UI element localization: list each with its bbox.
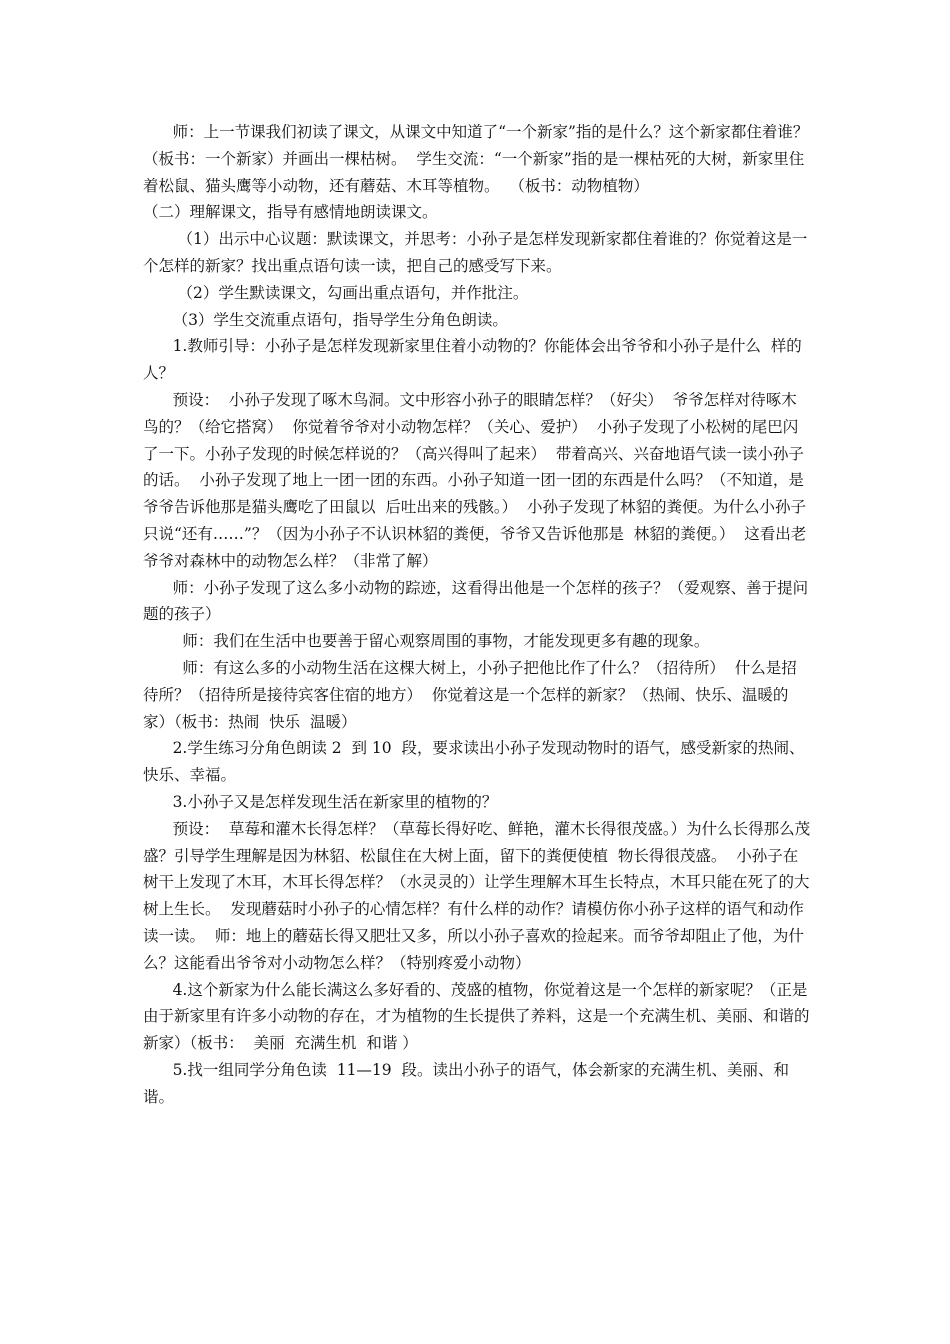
- document-body: [143, 119, 819, 1110]
- paragraph-review: 师：上一节课我们初读了课文，从课文中知道了“一个新家”指的是什么？这个新家都住着谁？ （板书：一个新家）并画出一棵枯树。 学生交流：“一个新家”指的是一棵枯死的大树，新家里住着松鼠、猫头鹰等小动物，还有蘑菇、木耳等植物。 （板书：动物植物）: [143, 123, 819, 195]
- paragraph-preset-animals: 预设： 小孙子发现了啄木鸟洞。文中形容小孙子的眼睛怎样？（好尖） 爷爷怎样对待啄木鸟的？（给它搭窝） 你觉着爷爷对小动物怎样？（关心、爱护） 小孙子发现了小松树的尾巴闪了一下。小孙子发现的时候怎样说的？（高兴得叫了起来） 带着高兴、兴奋地语气读一读小孙子的话。 小孙子发现了地上一团一团的东西。小孙子知道一团一团的东西是什么吗？（不知道，是爷爷告诉他那是猫头鹰吃了田鼠以 后吐出来的残骸。） 小孙子发现了林貂的粪便。为什么小孙子只说“还有……”？（因为小孙子不认识林貂的粪便，爷爷又告诉他那是 林貂的粪便。） 这看出老爷爷对森林中的动物怎么样？（非常了解）: [143, 390, 807, 570]
- paragraph-step-3: （3）学生交流重点语句，指导学生分角色朗读。: [143, 310, 508, 329]
- paragraph-step-1: （1）出示中心议题：默读课文，并思考：小孙子是怎样发现新家都住着谁的？你觉着这是一个怎样的新家？找出重点语句读一读，把自己的感受写下来。: [143, 230, 808, 275]
- paragraph-teacher-question: 师：小孙子发现了这么多小动物的踪迹，这看得出他是一个怎样的孩子？（爱观察、善于提问题的孩子）: [143, 578, 809, 624]
- paragraph-step-2: （2）学生默读课文，勾画出重点语句，并作批注。: [143, 283, 529, 302]
- paragraph-item-5: 5.找一组同学分角色读 11—19 段。读出小孙子的语气，体会新家的充满生机、美丽、和谐。: [143, 1060, 790, 1106]
- paragraph-item-1: 1.教师引导：小孙子是怎样发现新家里住着小动物的？你能体会出爷爷和小孙子是什么 样的人？: [143, 337, 802, 383]
- paragraph-teacher-observe: 师：我们在生活中也要善于留心观察周围的事物，才能发现更多有趣的现象。: [143, 632, 710, 651]
- paragraph-item-4: 4.这个新家为什么能长满这么多好看的、茂盛的植物，你觉着这是一个怎样的新家呢？（正是由于新家里有许多小动物的存在，才为植物的生长提供了养料，这是一个充满生机、美丽、和谐的新家）（板书： 美丽 充满生机 和谐 ）: [143, 980, 810, 1053]
- paragraph-item-3: 3.小孙子又是怎样发现生活在新家里的植物的？: [143, 792, 498, 811]
- paragraph-item-2: 2.学生练习分角色朗读 2 到 10 段，要求读出小孙子发现动物时的语气，感受新家的热闹、快乐、幸福。: [143, 739, 805, 785]
- paragraph-preset-plants: 预设： 草莓和灌木长得怎样？（草莓长得好吃、鲜艳，灌木长得很茂盛。）为什么长得那么茂盛？引导学生理解是因为林貂、松鼠住在大树上面，留下的粪便使植 物长得很茂盛。 小孙子在树干上发现了木耳，木耳长得怎样？（水灵灵的）让学生理解木耳生长特点，木耳只能在死了的大树上生长。 发现蘑菇时小孙子的心情怎样？有什么样的动作？请模仿你小孙子这样的语气和动作读一读。 师：地上的蘑菇长得又肥壮又多，所以小孙子喜欢的捡起来。而爷爷却阻止了他，为什 么？这能看出爷爷对小动物怎么样？（特别疼爱小动物）: [143, 819, 814, 972]
- section-heading-understand-text: （二）理解课文，指导有感情地朗读课文。: [143, 203, 438, 222]
- paragraph-teacher-hostel: 师：有这么多的小动物生活在这棵大树上，小孙子把他比作了什么？（招待所） 什么是招待所？（招待所是接待宾客住宿的地方） 你觉着这是一个怎样的新家？（热闹、快乐、温暖的家）（板书：热闹 快乐 温暖）: [143, 658, 797, 731]
